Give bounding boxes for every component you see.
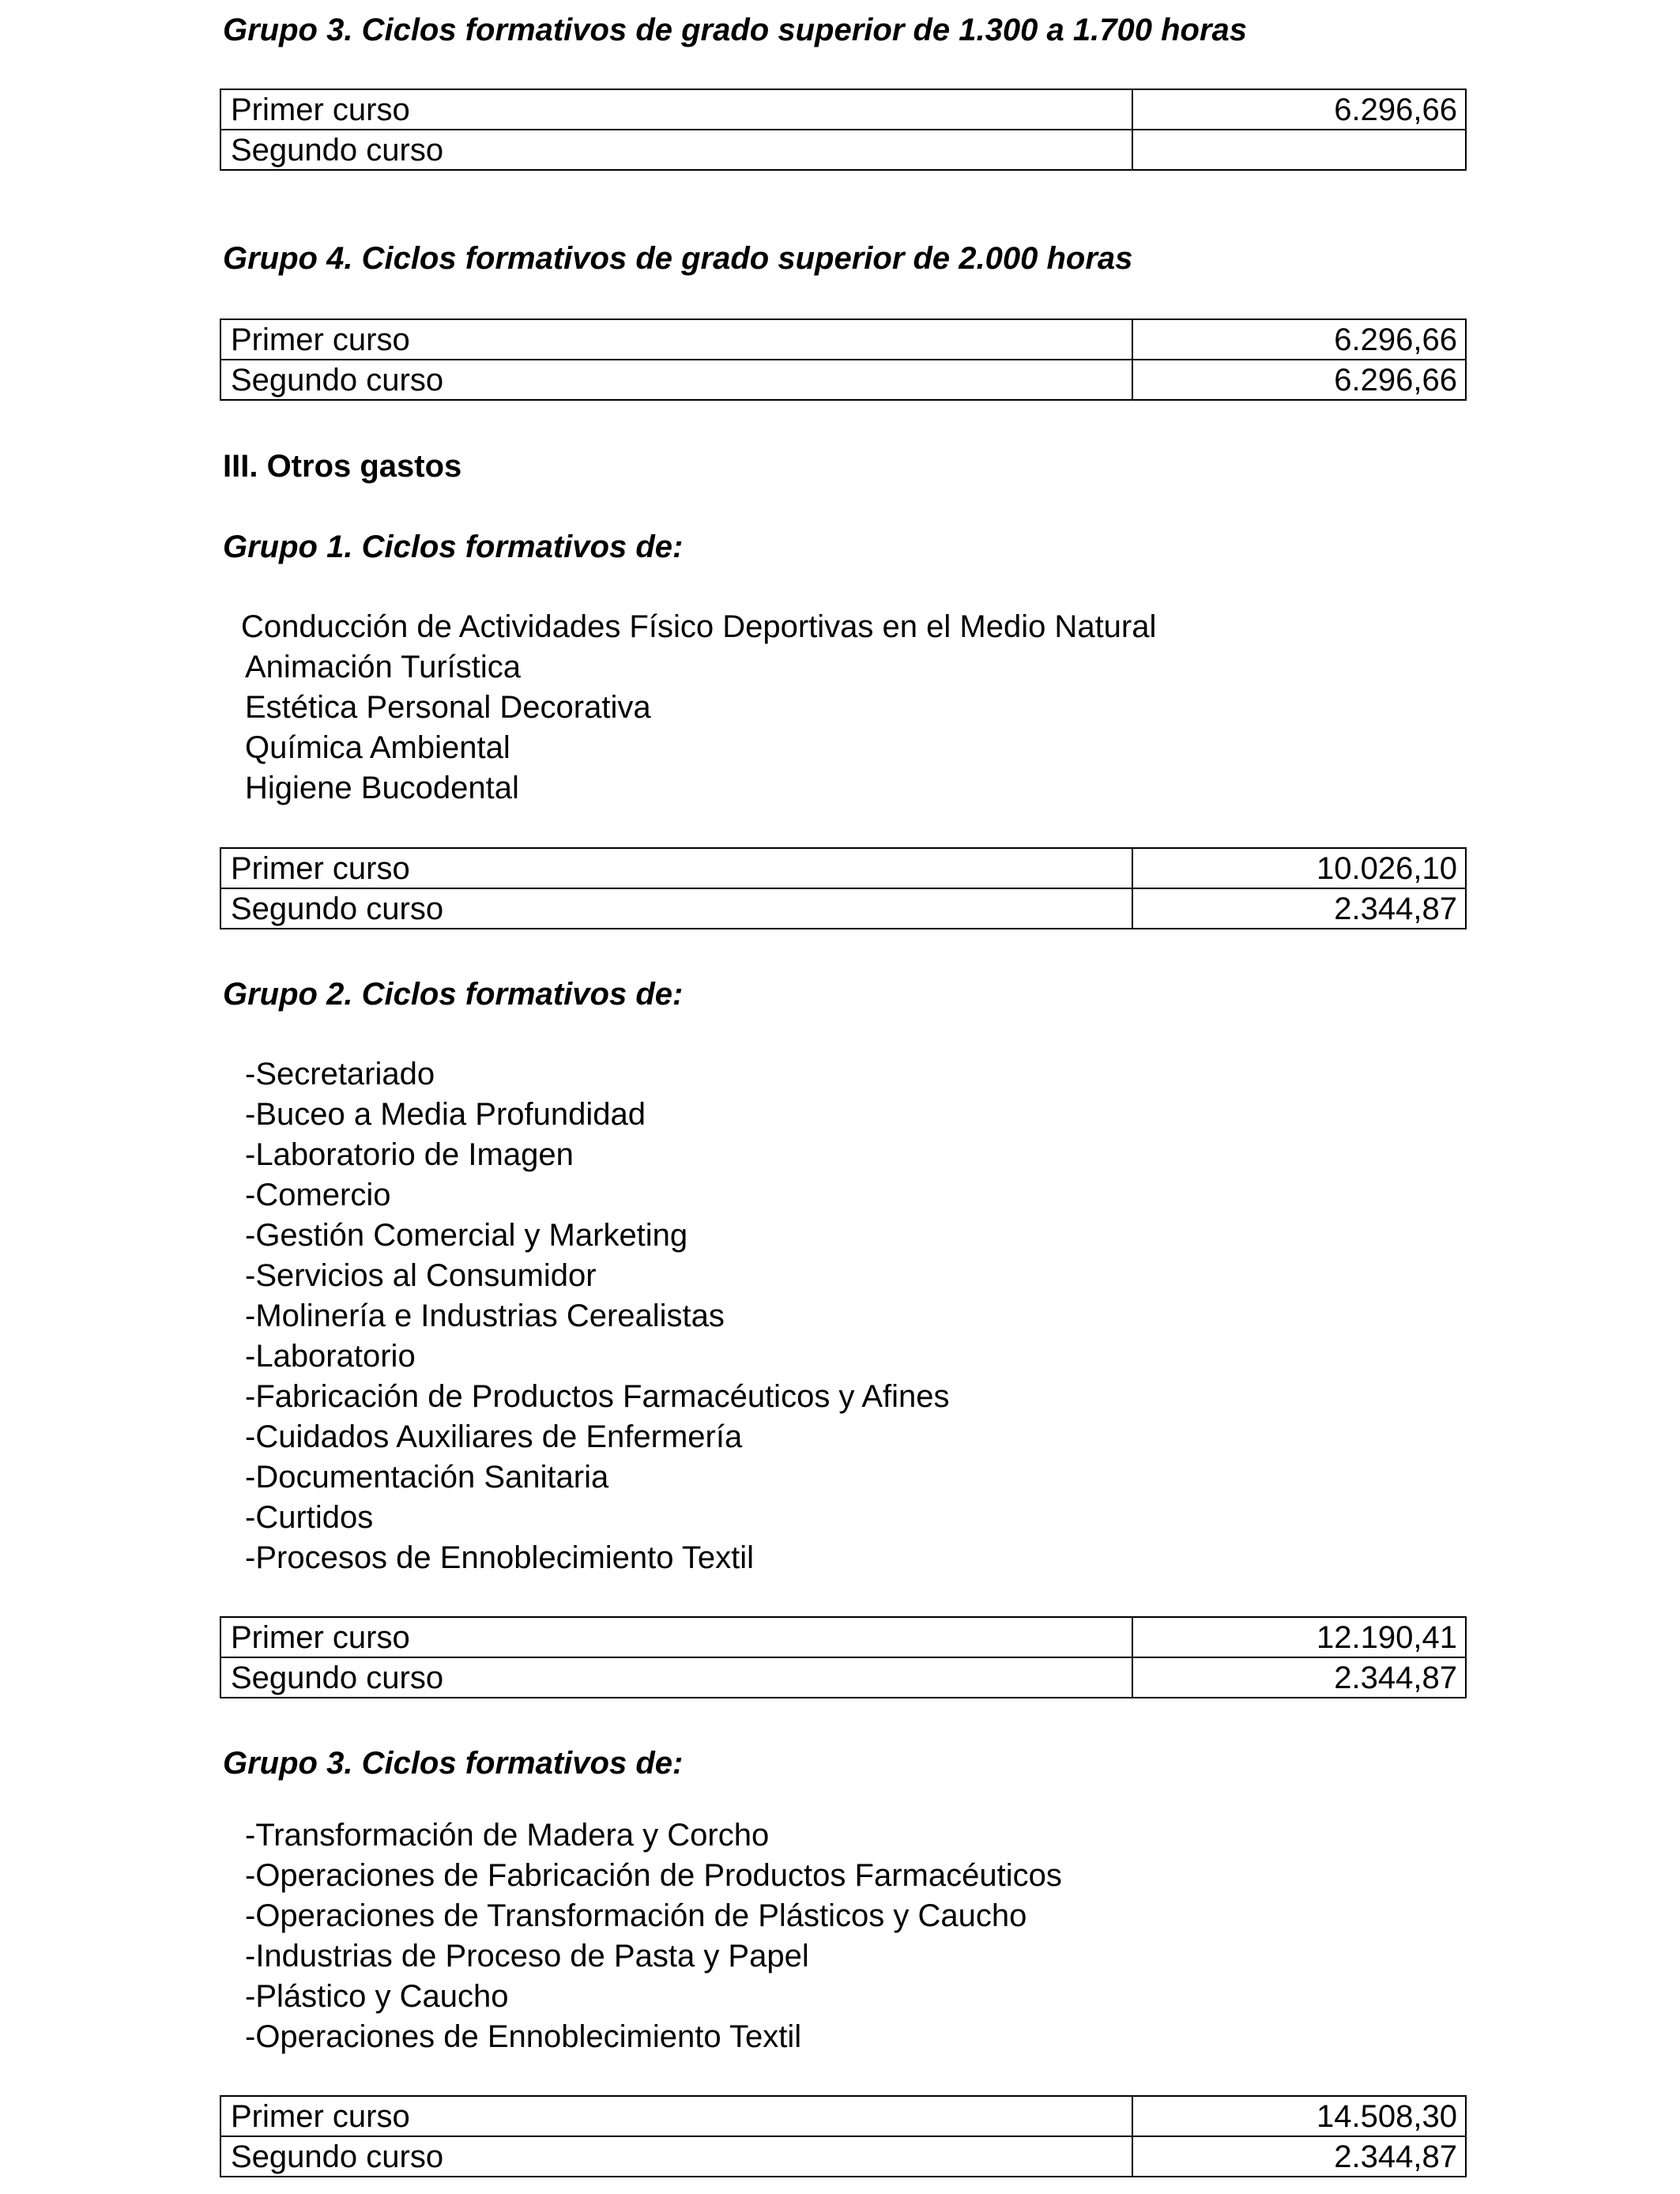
row-value: 2.344,87 [1132, 2136, 1466, 2177]
list-item: Química Ambiental [245, 730, 510, 765]
list-item: -Servicios al Consumidor [245, 1258, 597, 1293]
table-row [220, 89, 1466, 130]
row-label: Segundo curso [220, 130, 1132, 170]
row-value: 12.190,41 [1132, 1617, 1466, 1657]
table-row [220, 130, 1466, 170]
row-value: 2.344,87 [1132, 1657, 1466, 1698]
list-item: -Transformación de Madera y Corcho [245, 1818, 770, 1853]
list-item: -Operaciones de Ennoblecimiento Textil [245, 2019, 802, 2054]
table-row [220, 319, 1466, 360]
list-item: -Procesos de Ennoblecimiento Textil [245, 1540, 755, 1575]
heading-grupo3: Grupo 3. Ciclos formativos de: [223, 1746, 684, 1781]
list-item: -Operaciones de Fabricación de Productos Farmacéuticos [245, 1858, 1062, 1893]
ciclos-list-grupo3 [245, 1815, 1062, 2057]
table-row [220, 888, 1466, 929]
row-value: 6.296,66 [1132, 360, 1466, 400]
heading-grupo2: Grupo 2. Ciclos formativos de: [223, 977, 684, 1012]
table-row [220, 1617, 1466, 1657]
list-item: -Fabricación de Productos Farmacéuticos y Afines [245, 1379, 950, 1414]
list-item: Animación Turística [245, 650, 522, 684]
list-item: -Laboratorio [245, 1339, 416, 1374]
row-value [1132, 130, 1466, 170]
heading-grupo1: Grupo 1. Ciclos formativos de: [223, 530, 684, 564]
table-row [220, 1657, 1466, 1698]
table-row [220, 2136, 1466, 2177]
list-item: -Curtidos [245, 1500, 374, 1535]
list-item: -Secretariado [245, 1057, 435, 1091]
row-label: Primer curso [220, 1617, 1132, 1657]
row-value: 6.296,66 [1132, 319, 1466, 360]
row-label: Primer curso [220, 89, 1132, 130]
list-item: -Comercio [245, 1178, 391, 1212]
ciclos-list-grupo1 [241, 607, 1157, 809]
cost-table-grupo1 [220, 847, 1467, 929]
row-value: 2.344,87 [1132, 888, 1466, 929]
row-label: Segundo curso [220, 2136, 1132, 2177]
list-item: -Cuidados Auxiliares de Enfermería [245, 1419, 743, 1454]
row-label: Primer curso [220, 2096, 1132, 2136]
cost-table-grupo2 [220, 1616, 1467, 1698]
table-row [220, 360, 1466, 400]
list-item: -Plástico y Caucho [245, 1979, 509, 2014]
heading-otros-gastos: III. Otros gastos [223, 449, 462, 484]
list-item: Estética Personal Decorativa [245, 690, 651, 725]
row-value: 14.508,30 [1132, 2096, 1466, 2136]
row-label: Primer curso [220, 848, 1132, 888]
list-item: Higiene Bucodental [245, 771, 519, 805]
row-label: Segundo curso [220, 360, 1132, 400]
list-item: -Operaciones de Transformación de Plásticos y Caucho [245, 1898, 1027, 1933]
row-value: 6.296,66 [1132, 89, 1466, 130]
list-item: -Molinería e Industrias Cerealistas [245, 1299, 725, 1333]
row-label: Segundo curso [220, 1657, 1132, 1698]
heading-grupo3-grado-superior: Grupo 3. Ciclos formativos de grado superior de 1.300 a 1.700 horas [223, 13, 1247, 47]
list-item: -Industrias de Proceso de Pasta y Papel [245, 1939, 809, 1973]
heading-grupo4-grado-superior: Grupo 4. Ciclos formativos de grado superior de 2.000 horas [223, 241, 1133, 276]
row-value: 10.026,10 [1132, 848, 1466, 888]
cost-table-grupo4-grado-superior [220, 319, 1467, 401]
table-row [220, 2096, 1466, 2136]
cost-table-grupo3-grado-superior [220, 89, 1467, 171]
list-item: -Laboratorio de Imagen [245, 1137, 574, 1172]
cost-table-grupo3 [220, 2095, 1467, 2177]
table-row [220, 848, 1466, 888]
ciclos-list-grupo2 [245, 1054, 950, 1578]
row-label: Segundo curso [220, 888, 1132, 929]
list-item: Conducción de Actividades Físico Deportivas en el Medio Natural [241, 609, 1157, 644]
list-item: -Documentación Sanitaria [245, 1460, 609, 1495]
row-label: Primer curso [220, 319, 1132, 360]
list-item: -Gestión Comercial y Marketing [245, 1218, 688, 1253]
list-item: -Buceo a Media Profundidad [245, 1097, 646, 1132]
